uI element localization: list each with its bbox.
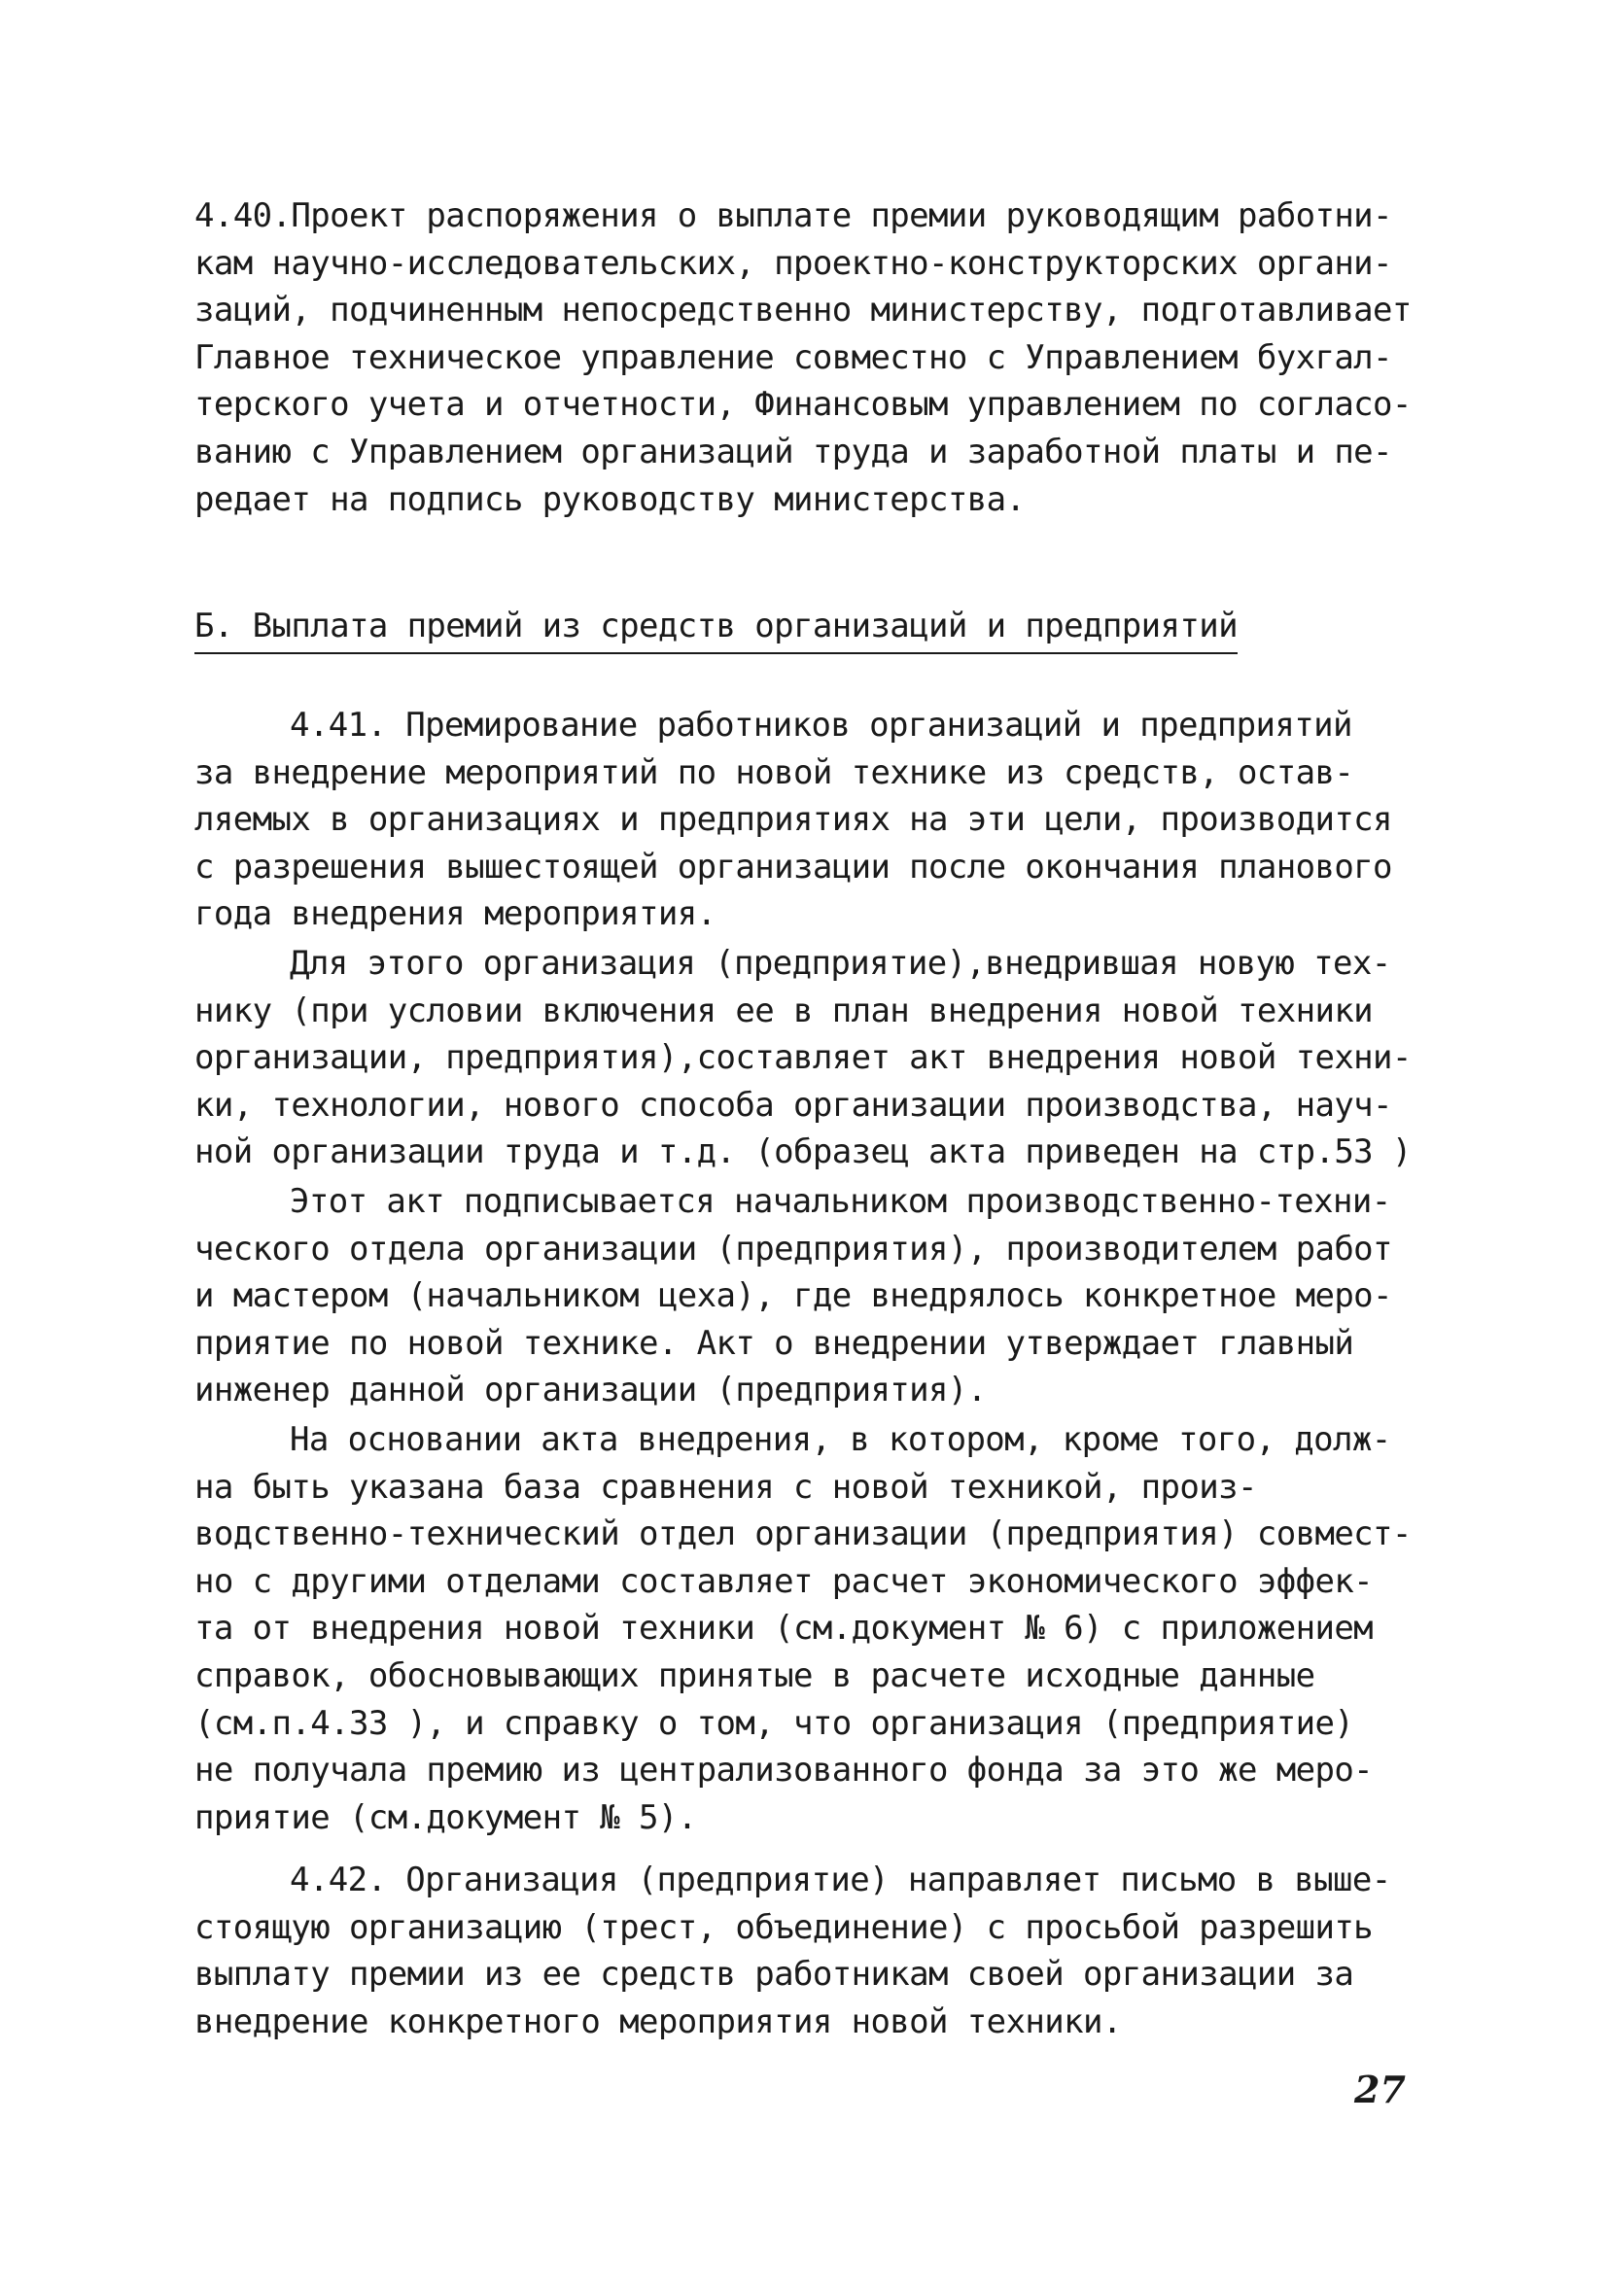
paragraph-4-41 — [194, 702, 1439, 938]
text-line: с разрешения вышестоящей организации после окончания планового — [194, 847, 1392, 887]
text-line: Этот акт подписывается начальником производственно-техни- — [290, 1182, 1391, 1221]
text-line: организации, предприятия),составляет акт внедрения новой техни- — [194, 1038, 1412, 1078]
text-line: заций, подчиненным непосредственно министерству, подготавливает — [194, 291, 1412, 330]
text-line: на быть указана база сравнения с новой техникой, произ- — [194, 1467, 1257, 1507]
text-line: и мастером (начальником цеха), где внедрялось конкретное меро- — [194, 1276, 1392, 1316]
section-heading-text: Б. Выплата премий из средств организаций и предприятий — [194, 603, 1238, 654]
text-line: (см.п.4.33 ), и справку о том, что организация (предприятие) — [194, 1703, 1354, 1743]
paragraph-act-drafting — [194, 940, 1439, 1176]
text-line: инженер данной организации (предприятия). — [194, 1371, 987, 1410]
text-line: нику (при условии включения ее в план внедрения новой техники — [194, 991, 1374, 1030]
paragraph-4-42 — [194, 1857, 1439, 2045]
text-line: ческого отдела организации (предприятия), производителем работ — [194, 1229, 1392, 1269]
text-line: Для этого организация (предприятие),внедрившая новую тех- — [290, 944, 1391, 983]
paragraph-economic-effect — [194, 1416, 1439, 1841]
text-line: ки, технологии, нового способа организации производства, науч- — [194, 1085, 1392, 1125]
text-line: На основании акта внедрения, в котором, кроме того, долж- — [290, 1420, 1391, 1459]
text-line: но с другими отделами составляет расчет экономического эффек- — [194, 1561, 1374, 1601]
text-line: водственно-технический отдел организации (предприятия) совмест- — [194, 1514, 1412, 1554]
text-line: приятие (см.документ № 5). — [194, 1797, 697, 1837]
text-line: внедрение конкретного мероприятия новой техники. — [194, 2001, 1122, 2041]
text-line: ванию с Управлением организаций труда и заработной платы и пе- — [194, 432, 1392, 471]
text-line: 4.42. Организация (предприятие) направляет письмо в выше- — [290, 1861, 1391, 1899]
page-number: 27 — [1354, 2068, 1406, 2111]
text-line: года внедрения мероприятия. — [194, 894, 716, 934]
text-line: кам научно-исследовательских, проектно-конструкторских органи- — [194, 243, 1392, 283]
text-line: редает на подпись руководству министерства. — [194, 479, 1026, 519]
text-line: за внедрение мероприятий по новой технике из средств, остав- — [194, 752, 1354, 792]
text-line: справок, обосновывающих принятые в расчете исходные данные — [194, 1655, 1315, 1695]
text-line: выплату премии из ее средств работникам своей организации за — [194, 1955, 1354, 1995]
text-line: не получала премию из централизованного фонда за это же меро- — [194, 1751, 1374, 1791]
text-line: стоящую организацию (трест, объединение) с просьбой разрешить — [194, 1907, 1374, 1947]
text-line: терского учета и отчетности, Финансовым управлением по согласо- — [194, 385, 1412, 425]
text-line: Главное техническое управление совместно с Управлением бухгал- — [194, 337, 1392, 377]
text-line: та от внедрения новой техники (см.документ № 6) с приложением — [194, 1609, 1374, 1649]
text-line: ляемых в организациях и предприятиях на эти цели, производится — [194, 800, 1392, 840]
text-line: приятие по новой технике. Акт о внедрении утверждает главный — [194, 1323, 1354, 1363]
paragraph-4-40 — [194, 192, 1439, 523]
section-heading — [194, 603, 1439, 654]
text-line: 4.40.Проект распоряжения о выплате премии руководящим работни- — [194, 196, 1392, 235]
text-line: ной организации труда и т.д. (образец акта приведен на стр.53 ) — [194, 1132, 1412, 1172]
text-line: 4.41. Премирование работников организаций и предприятий — [290, 706, 1352, 745]
paragraph-act-signing — [194, 1178, 1439, 1414]
